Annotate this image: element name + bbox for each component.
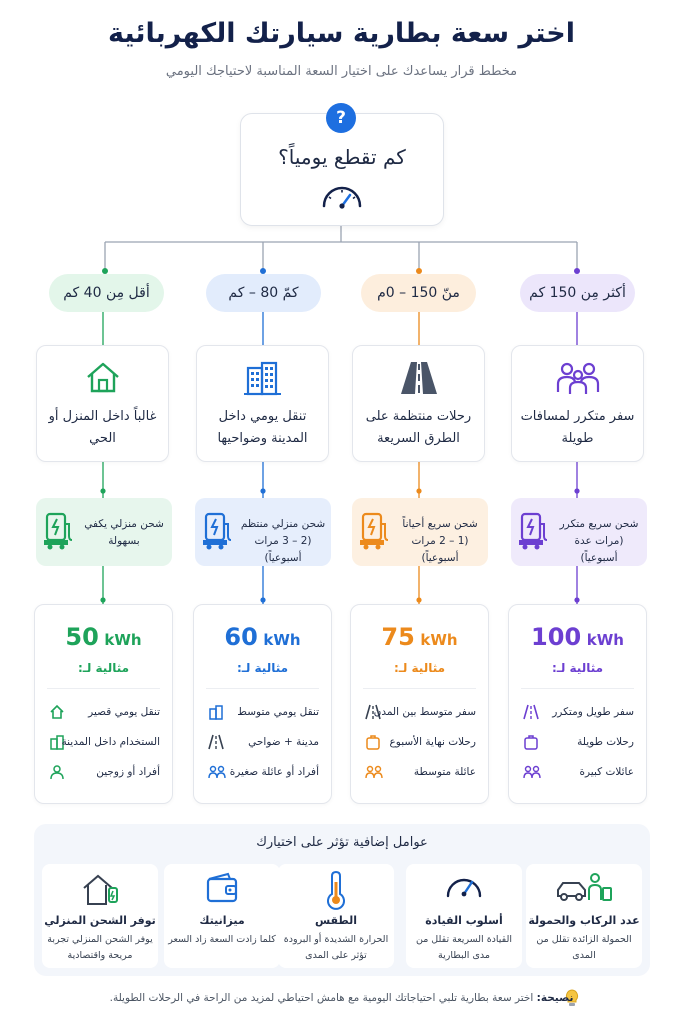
home-charger-icon (80, 870, 120, 908)
capacity-value: 50 kWh (65, 623, 142, 651)
factor-desc: القيادة السريعة تقلل من مدى البطارية (415, 934, 513, 961)
factor-heading: ميزانيتك (199, 914, 245, 927)
factor-desc: الحرارة الشديدة أو البرودة تؤثر على المدى (283, 934, 389, 961)
buildings-icon (208, 704, 224, 720)
usage-card-long (511, 345, 644, 462)
usage-card-city (196, 345, 329, 462)
result-card-100 (508, 604, 647, 804)
list-item: أفراد أو عائلة صغيرة (202, 763, 323, 783)
group-icon (365, 764, 383, 780)
usage-text: تنقل يومي داخل المدينة وضواحيها (217, 409, 308, 446)
road-icon (208, 734, 224, 750)
factor-driving-style (406, 864, 522, 968)
factor-desc: الحمولة الزائدة تقلل من المدى (536, 934, 632, 961)
list-item: مدينة + ضواحي (202, 733, 323, 753)
charging-text: شحن سريع متكرر (مرات عدة أسبوعياً) (559, 518, 639, 564)
tip-text (0, 992, 683, 1004)
factor-heading: عدد الركاب والحمولة (528, 914, 640, 927)
ideal-label: مثالية لـ: (551, 661, 604, 675)
usage-card-highway (352, 345, 485, 462)
range-pill-highway: منّ 150 – 0م (361, 274, 476, 312)
factor-desc: كلما زادت السعة زاد السعر (168, 934, 276, 945)
charging-box-long (511, 498, 647, 566)
charging-box-short (36, 498, 172, 566)
list-item: عائلات كبيرة (517, 763, 638, 783)
gauge-icon (321, 182, 363, 210)
page-title: اختر سعة بطارية سيارتك الكهربائية (108, 18, 575, 49)
result-card-60 (193, 604, 332, 804)
city-buildings-icon (243, 360, 283, 396)
house-icon (49, 704, 65, 720)
capacity-value: 60 kWh (224, 623, 301, 651)
charging-text: شحن منزلي منتظم (2 – 3 مرات أسبوعياً) (240, 518, 326, 564)
charging-box-highway (352, 498, 488, 566)
range-pill-long: أكثر مِن 150 كم (520, 274, 635, 312)
ideal-label: مثالية لـ: (236, 661, 289, 675)
usage-text: غالباً داخل المنزل أو الحي (48, 409, 157, 446)
highway-icon (399, 360, 439, 396)
factor-home-charging (42, 864, 158, 968)
result-card-75 (350, 604, 489, 804)
charging-text: شحن منزلي يكفي بسهولة (84, 518, 164, 547)
road-icon (523, 704, 539, 720)
wallet-icon (204, 870, 240, 906)
capacity-value: 75 kWh (381, 623, 458, 651)
family-icon (555, 360, 601, 396)
ideal-label: مثالية لـ: (77, 661, 130, 675)
factor-weather (278, 864, 394, 968)
charger-icon (44, 512, 76, 550)
factors-panel (34, 824, 650, 976)
car-passengers-icon (555, 870, 613, 906)
factor-passengers-load (526, 864, 642, 968)
factor-heading: توفر الشحن المنزلي (44, 914, 156, 927)
range-pill-short: أقل مِن 40 كم (49, 274, 164, 312)
factors-title: عوامل إضافية تؤثر على اختيارك (256, 835, 428, 850)
house-icon (84, 360, 122, 394)
tip-label: نصيحة: (536, 992, 574, 1004)
result-card-50 (34, 604, 173, 804)
question-text: كم تقطع يومياً؟ (278, 145, 406, 169)
person-icon (49, 764, 65, 780)
charger-icon (203, 512, 235, 550)
ideal-label: مثالية لـ: (393, 661, 446, 675)
usage-text: سفر متكرر لمسافات طويلة (520, 409, 635, 446)
page-subtitle: مخطط قرار يساعدك على اختيار السعة المناسبة لاحتياجك اليومي (165, 64, 518, 79)
list-item: سفر متوسط بين المدن (359, 703, 480, 723)
factor-heading: أسلوب القيادة (425, 914, 503, 927)
question-badge-icon: ? (326, 103, 356, 133)
factor-heading: الطقس (314, 914, 358, 927)
list-item: أفراد أو زوجين (43, 763, 164, 783)
group-icon (523, 764, 541, 780)
charging-text: شحن سريع أحياناً (1 – 2 مرات أسبوعياً) (402, 518, 478, 564)
group-icon (208, 764, 226, 780)
usage-text: رحلات منتظمة على الطرق السريعة (365, 409, 472, 446)
list-item: سفر طويل ومتكرر (517, 703, 638, 723)
speedometer-icon (444, 870, 484, 902)
range-pill-city: كمّ 80 – كم (206, 274, 321, 312)
charger-icon (519, 512, 551, 550)
list-item: تنقل يومي متوسط (202, 703, 323, 723)
tip-body: اختر سعة بطارية تلبي احتياجاتك اليومية مع هامش احتياطي لمزيد من الراحة في الرحلات الطويلة. (109, 992, 534, 1004)
factor-desc: يوفر الشحن المنزلي تجربة مريحة واقتصادية (47, 934, 153, 961)
list-item: عائلة متوسطة (359, 763, 480, 783)
luggage-icon (365, 734, 381, 750)
thermometer-icon (325, 870, 347, 910)
charging-box-city (195, 498, 331, 566)
luggage-icon (523, 734, 539, 750)
list-item: رحلات طويلة (517, 733, 638, 753)
list-item: تنقل يومي قصير (43, 703, 164, 723)
list-item: رحلات نهاية الأسبوع (359, 733, 480, 753)
list-item: الستخدام داخل المدينة (43, 733, 164, 753)
factor-budget (164, 864, 280, 968)
charger-icon (360, 512, 392, 550)
usage-card-short (36, 345, 169, 462)
capacity-value: 100 kWh (531, 623, 624, 651)
